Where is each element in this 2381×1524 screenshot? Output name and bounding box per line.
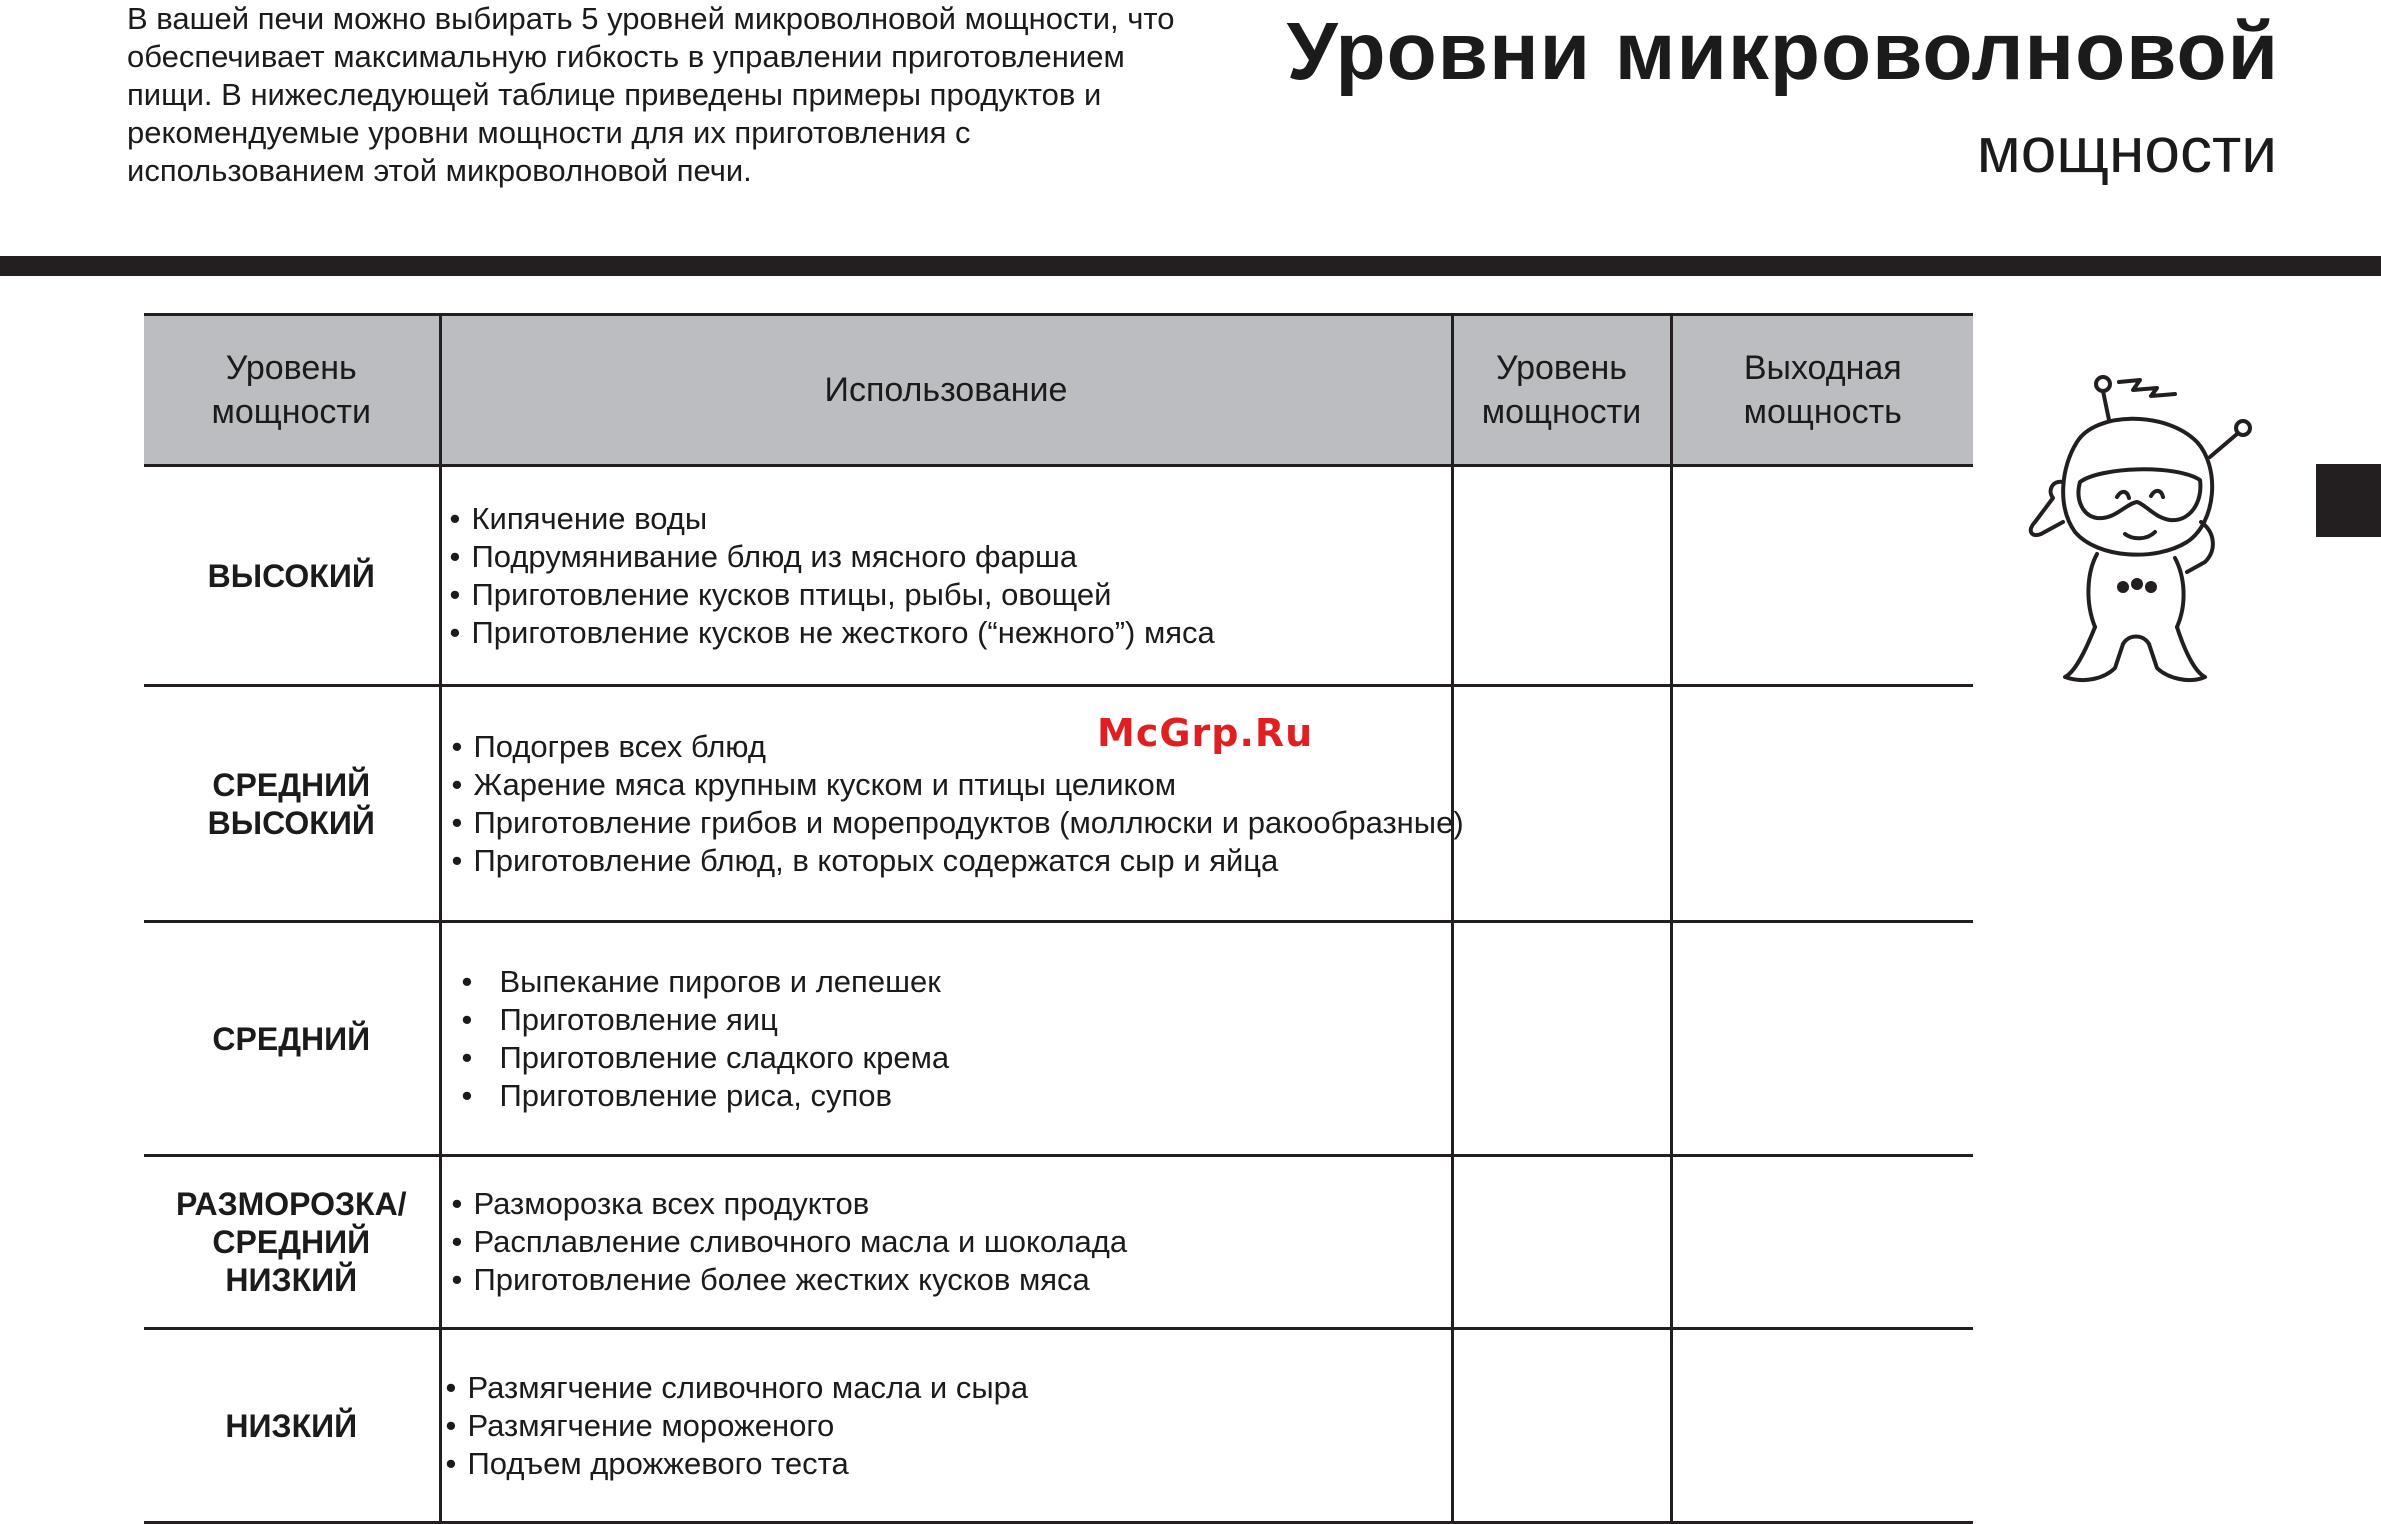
intro-paragraph: [127, 0, 1267, 190]
usage-item-text: Размягчение сливочного масла и сыра: [467, 1369, 1029, 1405]
power-level-value-cell: [1452, 466, 1671, 686]
power-level-name-line: РАЗМОРОЗКА/: [175, 1186, 407, 1222]
bullet-icon: •: [445, 1407, 457, 1443]
usage-item-text: Подъем дрожжевого теста: [467, 1445, 849, 1481]
usage-item: [462, 963, 1451, 1001]
table-row: [144, 466, 1973, 686]
bullet-icon: •: [461, 963, 473, 999]
usage-item: [452, 1223, 1451, 1261]
table-row: [144, 1156, 1973, 1329]
power-level-name: [144, 1156, 440, 1329]
usage-item: [452, 1261, 1451, 1299]
bullet-icon: •: [449, 538, 461, 574]
usage-item: [452, 1185, 1451, 1223]
watermark: McGrp.Ru: [1097, 711, 1314, 755]
output-power-value-cell: [1671, 686, 1973, 922]
bullet-icon: •: [461, 1001, 473, 1037]
bullet-icon: •: [445, 1445, 457, 1481]
power-level-value-cell: [1452, 922, 1671, 1156]
bullet-icon: •: [445, 1369, 457, 1405]
intro-line: обеспечивает максимальную гибкость в управлении приготовлением: [127, 39, 1125, 74]
page-subtitle: мощности: [1976, 114, 2277, 186]
usage-item: [450, 576, 1451, 614]
bullet-icon: •: [449, 500, 461, 536]
usage-item-text: Подрумянивание блюд из мясного фарша: [471, 538, 1078, 574]
power-level-name: [144, 1329, 440, 1523]
output-power-value-cell: [1671, 466, 1973, 686]
power-level-name-line: НИЗКИЙ: [225, 1262, 358, 1298]
table-body: [144, 466, 1973, 1523]
usage-item-text: Приготовление кусков не жесткого (“нежного”) мяса: [471, 614, 1215, 650]
power-level-value-cell: [1452, 1329, 1671, 1523]
intro-line: В вашей печи можно выбирать 5 уровней микроволновой мощности, что: [127, 1, 1175, 36]
usage-item-text: Приготовление яиц: [499, 1001, 778, 1037]
usage-item-text: Выпекание пирогов и лепешек: [499, 963, 941, 999]
usage-item-text: Приготовление кусков птицы, рыбы, овощей: [471, 576, 1112, 612]
output-power-value-cell: [1671, 1329, 1973, 1523]
header-power-level: [1452, 315, 1671, 466]
mascot-illustration: [2005, 372, 2265, 690]
usage-item: [446, 1407, 1451, 1445]
usage-item-text: Приготовление грибов и морепродуктов (моллюски и ракообразные): [473, 804, 1464, 840]
header-level-line: Уровень: [225, 349, 357, 387]
bullet-icon: •: [451, 804, 463, 840]
bullet-icon: •: [461, 1039, 473, 1075]
usage-list: [450, 500, 1451, 652]
usage-item-text: Приготовление более жестких кусков мяса: [473, 1262, 1090, 1297]
usage-item: [450, 614, 1451, 652]
usage-list-cell: [440, 922, 1452, 1156]
bullet-icon: •: [451, 1224, 463, 1259]
power-levels-table: [144, 313, 1973, 1524]
usage-list-cell: [440, 466, 1452, 686]
usage-list: [446, 1369, 1451, 1483]
usage-item: [452, 766, 1451, 804]
power-level-name-line: ВЫСОКИЙ: [207, 557, 375, 594]
usage-item: [446, 1445, 1451, 1483]
power-level-name-line: СРЕДНИЙ: [212, 1020, 371, 1057]
table-row: [144, 1329, 1973, 1523]
header-power-level-line: мощности: [1481, 393, 1642, 431]
bullet-icon: •: [451, 1186, 463, 1221]
usage-item-text: Кипячение воды: [471, 500, 708, 536]
usage-item: [462, 1039, 1451, 1077]
power-level-name-line: СРЕДНИЙ: [212, 1224, 371, 1260]
header-level-line: мощности: [211, 393, 371, 431]
power-level-name: [144, 922, 440, 1156]
intro-line: пищи. В нижеследующей таблице приведены примеры продуктов и: [127, 77, 1102, 112]
usage-item: [450, 538, 1451, 576]
intro-line: рекомендуемые уровни мощности для их приготовления с: [127, 115, 971, 150]
usage-item-text: Жарение мяса крупным куском и птицы целиком: [473, 766, 1177, 802]
header-usage: Использование: [440, 315, 1452, 466]
bullet-icon: •: [451, 766, 463, 802]
header-output-line: мощность: [1743, 393, 1902, 431]
usage-item-text: Приготовление риса, супов: [499, 1077, 893, 1113]
usage-item: [450, 500, 1451, 538]
bullet-icon: •: [449, 576, 461, 612]
table-row: [144, 922, 1973, 1156]
bullet-icon: •: [451, 1262, 463, 1297]
usage-item-text: Разморозка всех продуктов: [473, 1186, 870, 1221]
bullet-icon: •: [449, 614, 461, 650]
power-level-value-cell: [1452, 686, 1671, 922]
power-level-name: [144, 466, 440, 686]
usage-item-text: Приготовление сладкого крема: [499, 1039, 950, 1075]
header-power-level-line: Уровень: [1496, 349, 1627, 387]
usage-item-text: Подогрев всех блюд: [473, 728, 766, 764]
bullet-icon: •: [451, 728, 463, 764]
usage-item: [451, 804, 1464, 842]
header-output-power: [1671, 315, 1973, 466]
bullet-icon: •: [451, 842, 463, 878]
header-level: [144, 315, 440, 466]
usage-list-cell: [440, 1156, 1452, 1329]
usage-item: [462, 1077, 1451, 1115]
usage-list: [462, 963, 1451, 1115]
power-level-value-cell: [1452, 1156, 1671, 1329]
table-header-row: [144, 315, 1973, 466]
header-output-line: Выходная: [1743, 349, 1902, 387]
output-power-value-cell: [1671, 922, 1973, 1156]
page-title: Уровни микроволновой: [1286, 6, 2279, 97]
usage-list-cell: [440, 1329, 1452, 1523]
bullet-icon: •: [461, 1077, 473, 1113]
power-level-name-line: ВЫСОКИЙ: [207, 804, 375, 841]
power-level-name-line: СРЕДНИЙ: [212, 766, 371, 803]
usage-item-text: Приготовление блюд, в которых содержатся сыр и яйца: [473, 842, 1279, 878]
intro-line: использованием этой микроволновой печи.: [127, 153, 752, 188]
power-level-name: [144, 686, 440, 922]
output-power-value-cell: [1671, 1156, 1973, 1329]
section-tab-marker: [2316, 464, 2381, 537]
power-level-name-line: НИЗКИЙ: [225, 1407, 358, 1444]
table-row: [144, 686, 1973, 922]
usage-list: [452, 1185, 1451, 1299]
header-rule: [0, 256, 2381, 276]
usage-item: [452, 842, 1451, 880]
usage-item: [446, 1369, 1451, 1407]
usage-item-text: Расплавление сливочного масла и шоколада: [473, 1224, 1128, 1259]
usage-item: [462, 1001, 1451, 1039]
usage-item-text: Размягчение мороженого: [467, 1407, 835, 1443]
